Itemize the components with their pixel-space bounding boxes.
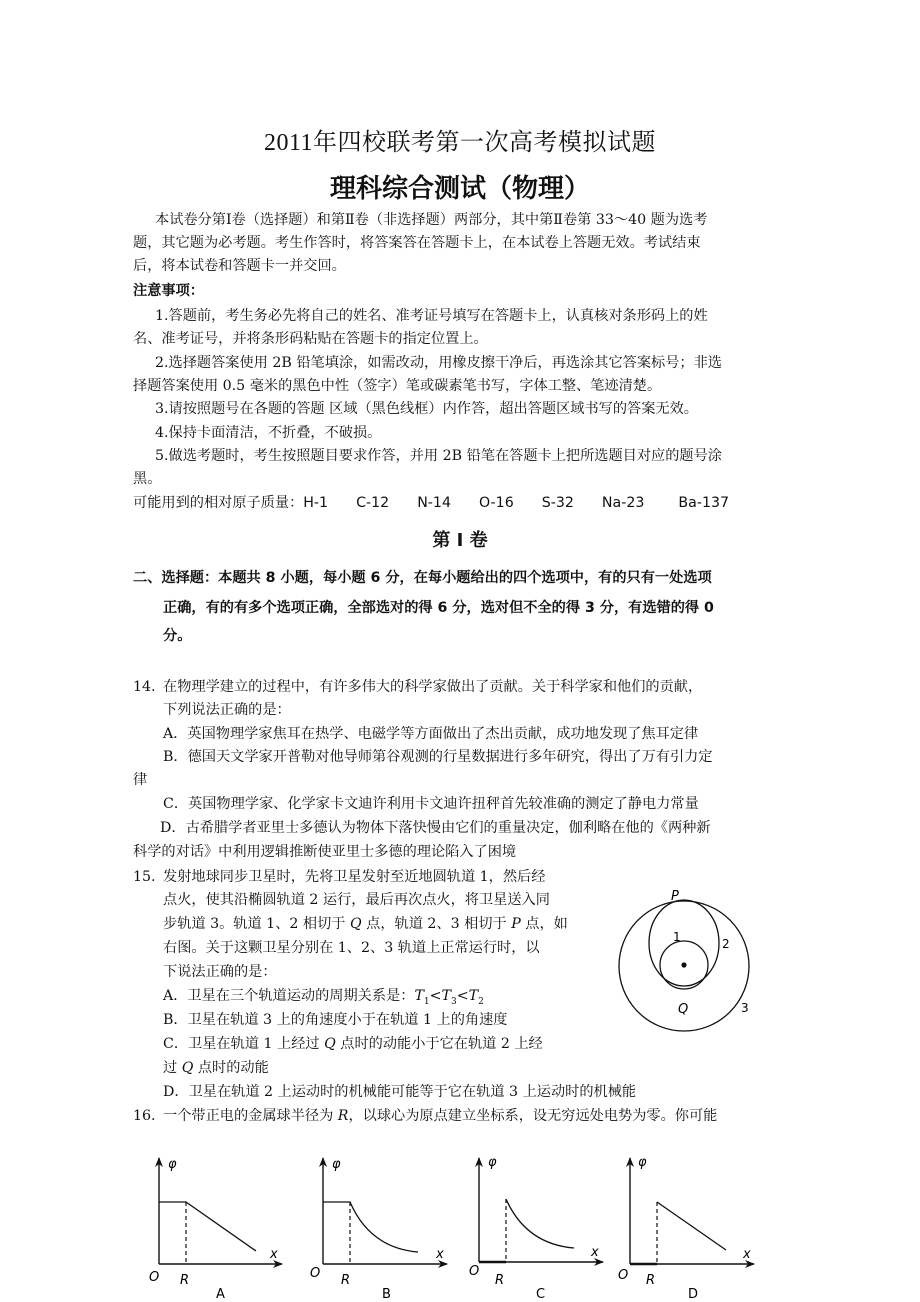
- section-instruction: 分。: [163, 628, 192, 644]
- point-q: Q: [350, 916, 362, 932]
- question-number: 14.: [133, 679, 156, 695]
- atomic-masses: [133, 492, 729, 514]
- question-stem: 点火，使其沿椭圆轨道 2 运行，最后再次点火，将卫星送入同: [163, 892, 550, 908]
- origin-label: O: [310, 1266, 321, 1281]
- section-instruction: 正确，有的有多个选项正确，全部选对的得 6 分，选对但不全的得 3 分，有选错的得 0: [163, 600, 714, 616]
- atomic-mass: S-32: [541, 495, 574, 511]
- question-number: 16.: [133, 1108, 156, 1124]
- stem-text: 一个带正电的金属球半径为: [163, 1108, 338, 1124]
- formula-part: 2: [478, 996, 484, 1007]
- question-stem: 下说法正确的是：: [163, 964, 277, 980]
- y-axis-label: φ: [332, 1157, 341, 1172]
- note-line: 黑。: [133, 471, 162, 487]
- notes-heading: 注意事项：: [133, 283, 204, 299]
- question-stem: [163, 1105, 717, 1127]
- potential-graphs: [140, 1148, 800, 1302]
- formula-part: T: [441, 988, 451, 1004]
- question-stem: 右图。关于这颗卫星分别在 1、2、3 轨道上正常运行时，以: [163, 940, 540, 956]
- origin-label: O: [618, 1268, 629, 1283]
- note-line: 5.做选考题时，考生按照题目要求作答，并用 2B 铅笔在答题卡上把所选题目对应的题号涂: [155, 448, 722, 464]
- stem-text: 点，如: [520, 916, 568, 932]
- y-axis-label: φ: [638, 1155, 647, 1170]
- volume-heading: 第 I 卷: [432, 530, 488, 551]
- origin-label: O: [469, 1264, 480, 1279]
- label-3: 3: [741, 1001, 749, 1015]
- note-line: 名、准考证号，并将条形码粘贴在答题卡的指定位置上。: [133, 331, 488, 347]
- y-axis-label: φ: [168, 1157, 177, 1172]
- intro-line: 本试卷分第Ⅰ卷（选择题）和第Ⅱ卷（非选择题）两部分，其中第Ⅱ卷第 33～40 题为选考: [155, 212, 708, 228]
- curve: [506, 1199, 574, 1248]
- option-text: 点时的动能小于它在轨道 2 上经: [335, 1036, 543, 1052]
- r-label: R: [341, 1273, 351, 1288]
- radius-r: R: [337, 1108, 349, 1124]
- curve: [323, 1202, 418, 1252]
- r-label: R: [180, 1273, 190, 1288]
- atomic-masses-label: 可能用到的相对原子质量：: [133, 495, 304, 511]
- atomic-mass: Ba-137: [678, 495, 730, 511]
- atomic-mass: O-16: [478, 495, 514, 511]
- note-line: 1.答题前，考生务必先将自己的姓名、准考证号填写在答题卡上，认真核对条形码上的姓: [155, 308, 708, 324]
- label-p: P: [671, 889, 679, 904]
- option-b: B．德国天文学家开普勒对他导师第谷观测的行星数据进行多年研究，得出了万有引力定: [163, 749, 713, 765]
- note-line: 2.选择题答案使用 2B 铅笔填涂，如需改动，用橡皮擦干净后，再选涂其它答案标号；非选: [155, 355, 722, 371]
- atomic-mass: H-1: [303, 495, 329, 511]
- atomic-mass: N-14: [417, 495, 451, 511]
- stem-text: 点，轨道 2、3 相切于: [361, 916, 512, 932]
- origin-label: O: [149, 1270, 160, 1285]
- x-axis-label: x: [591, 1245, 599, 1260]
- option-b: B．卫星在轨道 3 上的角速度小于在轨道 1 上的角速度: [163, 1012, 508, 1028]
- earth-center: [681, 962, 686, 967]
- option-a: A．英国物理学家焦耳在热学、电磁学等方面做出了杰出贡献，成功地发现了焦耳定律: [163, 726, 699, 742]
- note-line: 择题答案使用 0.5 毫米的黑色中性（签字）笔或碳素笔书写，字体工整、笔迹清楚。: [133, 378, 662, 394]
- graph-label: B: [382, 1287, 391, 1302]
- graph-label: D: [688, 1287, 699, 1302]
- label-q: Q: [678, 1002, 689, 1017]
- option-c: [163, 1033, 543, 1055]
- formula-part: <: [456, 988, 469, 1004]
- intro-line: 后，将本试卷和答题卡一并交回。: [133, 258, 346, 274]
- note-line: 4.保持卡面清洁，不折叠，不破损。: [155, 425, 382, 441]
- formula-part: T: [468, 988, 479, 1004]
- option-text: 过: [163, 1060, 182, 1076]
- option-d: D．卫星在轨道 2 上运动时的机械能可能等于它在轨道 3 上运动时的机械能: [163, 1084, 637, 1100]
- exam-subtitle: 理科综合测试（物理）: [329, 174, 590, 204]
- point-p: P: [511, 916, 521, 932]
- note-line: 3.请按照题号在各题的答题 区域（黑色线框）内作答，超出答题区域书写的答案无效。: [155, 401, 698, 417]
- stem-text: ，以球心为原点建立坐标系，设无穷远处电势为零。你可能: [348, 1108, 718, 1124]
- graph-b: [310, 1157, 447, 1302]
- exam-title: 2011年四校联考第一次高考模拟试题: [263, 130, 657, 156]
- point-q: Q: [181, 1060, 194, 1076]
- curve: [657, 1202, 726, 1250]
- curve: [159, 1202, 256, 1251]
- option-c: C．英国物理学家、化学家卡文迪许利用卡文迪许扭秤首先较准确的测定了静电力常量: [163, 796, 699, 812]
- stem-text: 步轨道 3。轨道 1、2 相切于: [163, 916, 350, 932]
- option-d-cont: 科学的对话》中利用逻辑推断使亚里士多德的理论陷入了困境: [133, 844, 517, 860]
- graph-c: [469, 1155, 603, 1302]
- question-number: 15.: [133, 869, 156, 885]
- graph-label: C: [536, 1287, 546, 1302]
- option-text: A．卫星在三个轨道运动的周期关系是：: [163, 988, 415, 1004]
- option-c-cont: [163, 1057, 269, 1079]
- label-2: 2: [722, 937, 730, 951]
- atomic-mass: Na-23: [601, 495, 645, 511]
- r-label: R: [495, 1273, 505, 1288]
- question-stem: [163, 913, 568, 935]
- atomic-mass: C-12: [356, 495, 390, 511]
- graph-d: [618, 1155, 754, 1302]
- question-stem: 在物理学建立的过程中，有许多伟大的科学家做出了贡献。关于科学家和他们的贡献，: [163, 679, 703, 695]
- graph-label: A: [216, 1287, 225, 1302]
- section-instruction: 二、选择题：本题共 8 小题，每小题 6 分，在每小题给出的四个选项中，有的只有一处选项: [133, 570, 712, 586]
- question-stem: 发射地球同步卫星时，先将卫星发射至近地圆轨道 1，然后经: [163, 869, 546, 885]
- graph-a: [149, 1157, 282, 1302]
- option-d: D．古希腊学者亚里士多德认为物体下落快慢由它们的重量决定，伽利略在他的《两种新: [160, 820, 711, 836]
- intro-line: 题，其它题为必考题。考生作答时，将答案答在答题卡上，在本试卷上答题无效。考试结束: [133, 235, 701, 251]
- option-b-cont: 律: [133, 772, 148, 788]
- formula-part: 3: [451, 996, 457, 1007]
- point-q: Q: [324, 1036, 336, 1052]
- r-label: R: [646, 1273, 656, 1288]
- orbit-2: [649, 900, 719, 986]
- x-axis-label: x: [436, 1247, 444, 1262]
- orbit-diagram: [610, 885, 770, 1035]
- x-axis-label: x: [270, 1247, 278, 1262]
- formula-part: <: [429, 988, 442, 1004]
- label-1: 1: [673, 930, 681, 944]
- option-text: 点时的动能: [193, 1060, 269, 1076]
- formula-part: T: [414, 988, 424, 1004]
- formula-part: 1: [423, 996, 430, 1007]
- x-axis-label: x: [743, 1247, 751, 1262]
- y-axis-label: φ: [488, 1155, 497, 1170]
- option-text: C．卫星在轨道 1 上经过: [163, 1036, 325, 1052]
- question-stem: 下列说法正确的是：: [163, 702, 291, 718]
